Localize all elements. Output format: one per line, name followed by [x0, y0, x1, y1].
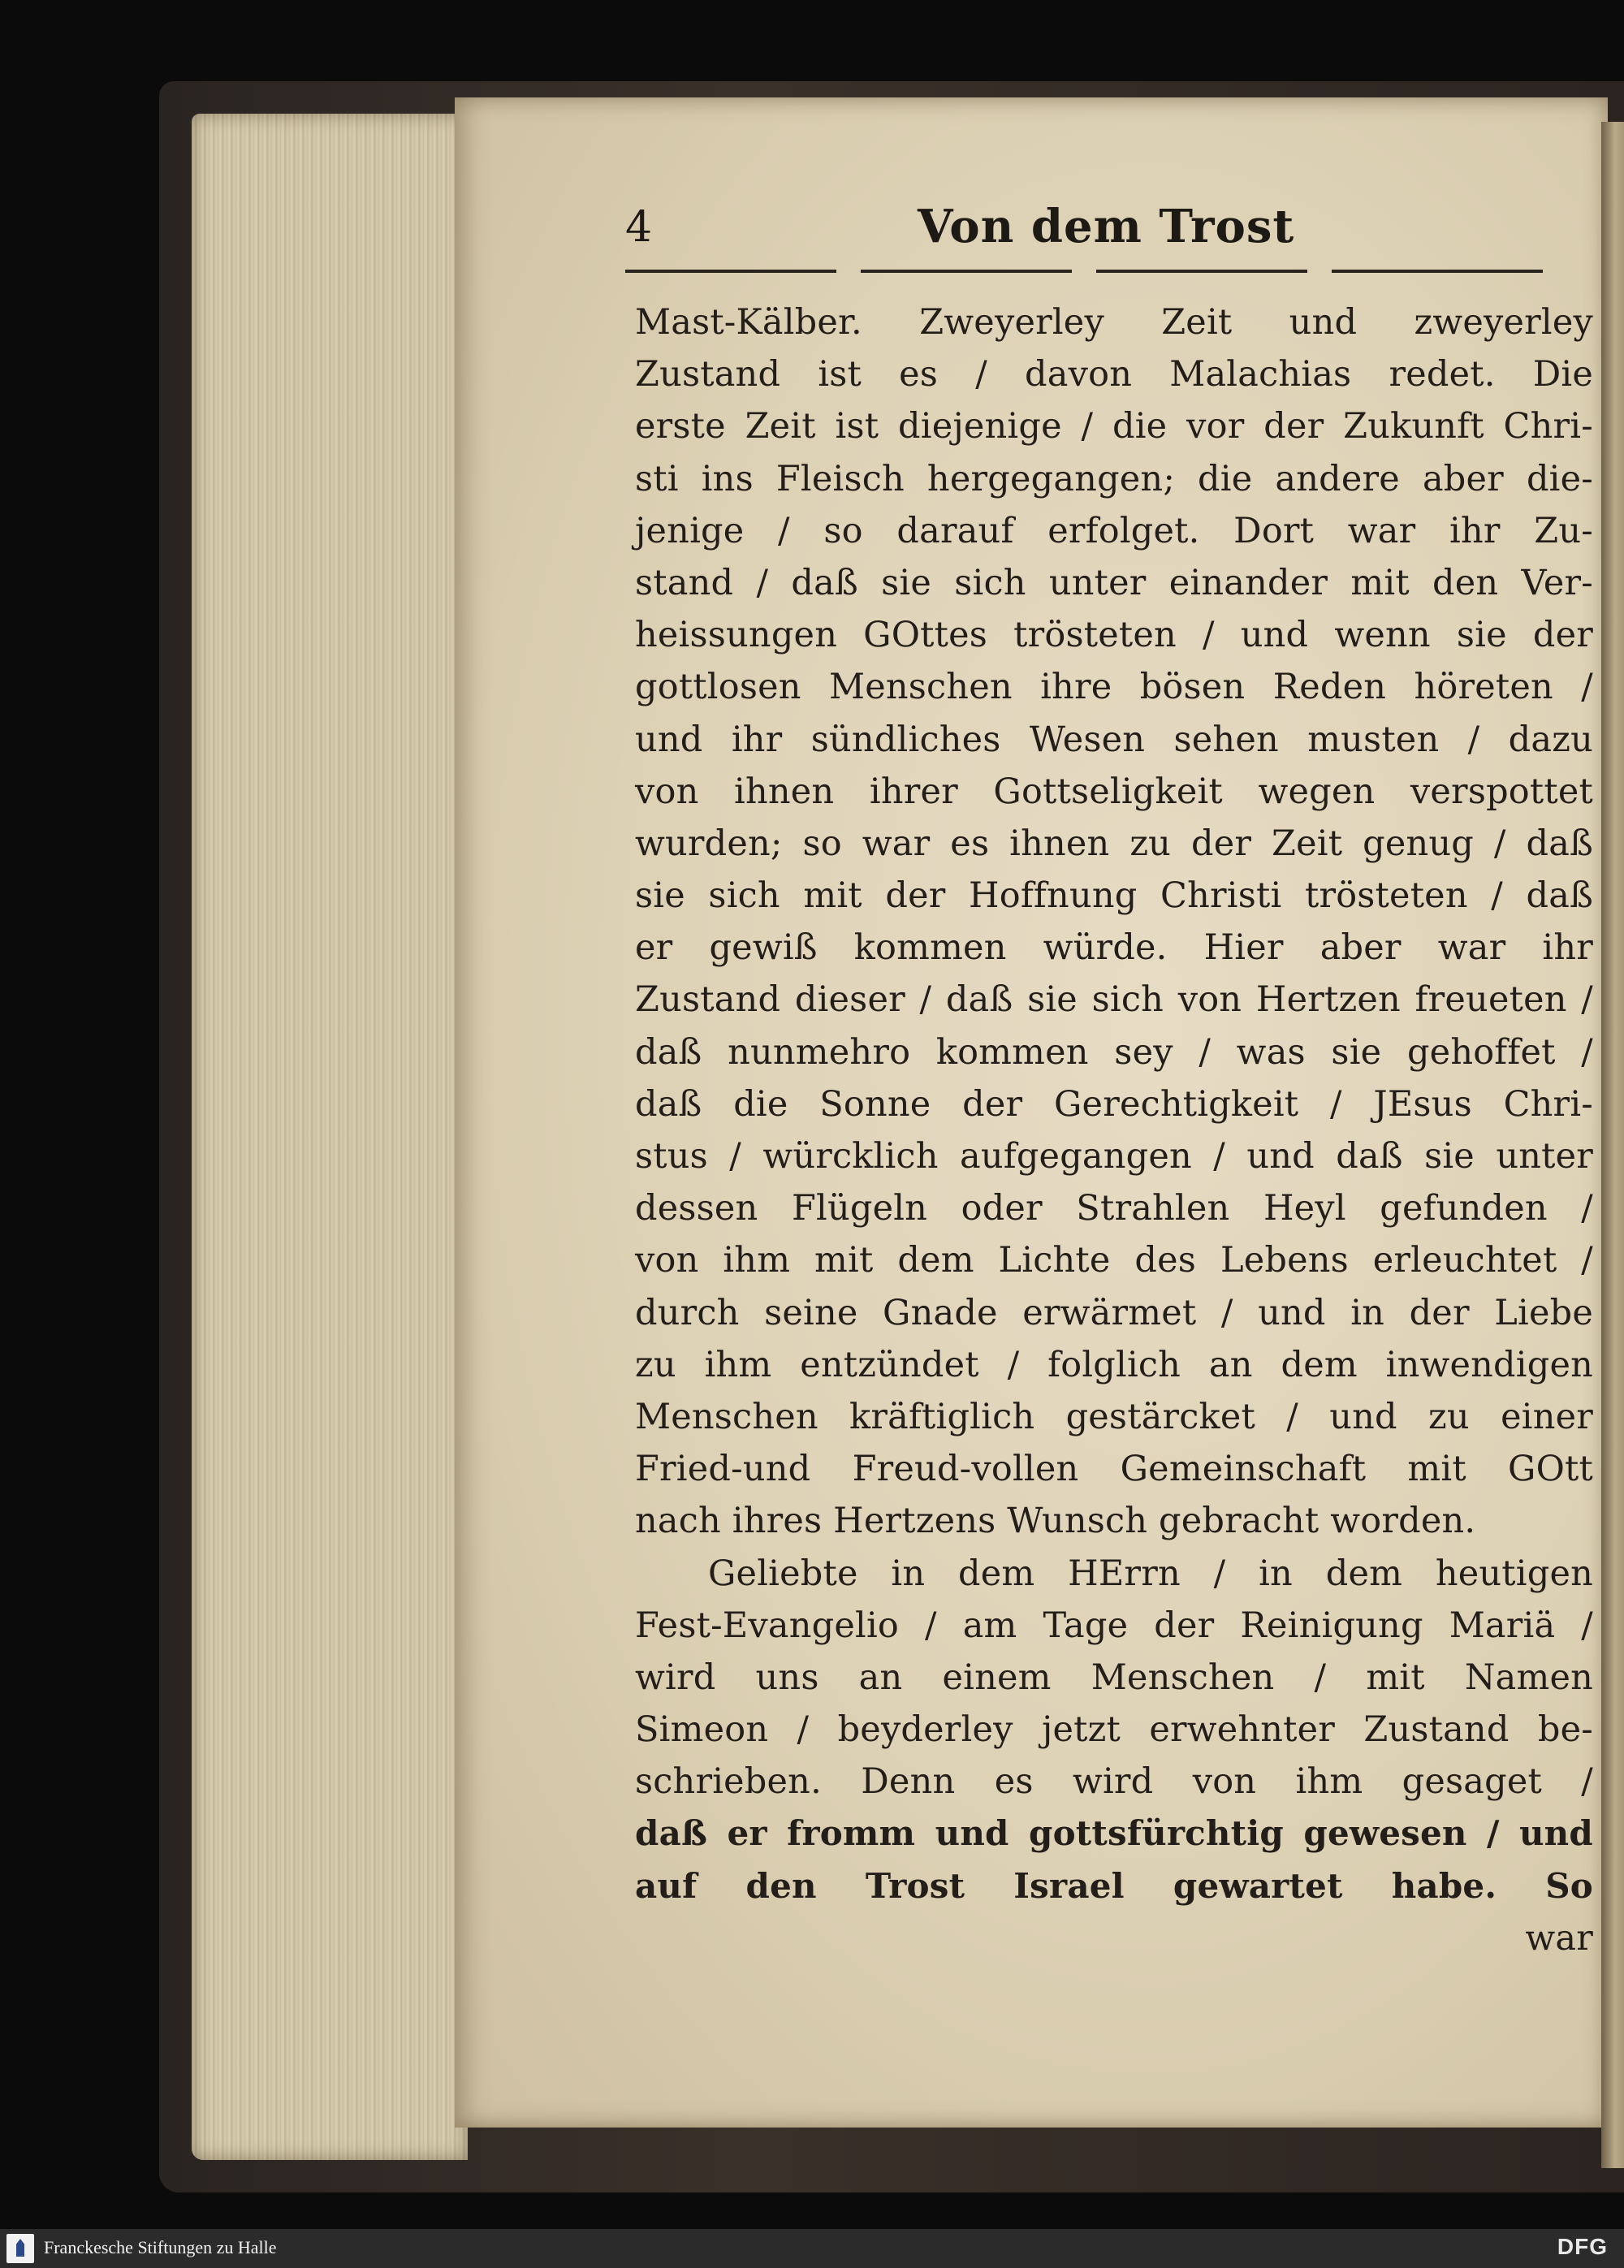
- dfg-badge: DFG: [1557, 2234, 1608, 2259]
- text-line: daß die Sonne der Gerechtigkeit / JEsus Chri-: [635, 1083, 1593, 1125]
- footer-bar: [0, 2229, 1624, 2268]
- page-edges: [192, 114, 468, 2160]
- text-line: Fest-Evangelio / am Tage der Reinigung Mariä /: [635, 1605, 1593, 1646]
- text-line: wurden; so war es ihnen zu der Zeit genug / daß: [635, 823, 1593, 864]
- text-line: Zustand ist es / davon Malachias redet. Die: [635, 354, 1593, 395]
- text-line: von ihnen ihrer Gottseligkeit wegen verspottet: [635, 771, 1593, 812]
- institution-logo-icon: [6, 2234, 34, 2263]
- text-line: sti ins Fleisch hergegangen; die andere aber die-: [635, 458, 1593, 499]
- text-line: stus / würcklich aufgegangen / und daß sie unter: [635, 1136, 1593, 1177]
- body-text: [635, 296, 1593, 1964]
- text-line: auf den Trost Israel gewartet habe. So: [635, 1865, 1593, 1906]
- text-line: durch seine Gnade erwärmet / und in der Liebe: [635, 1292, 1593, 1333]
- running-head: [625, 200, 1583, 268]
- facing-page-edge: [1601, 122, 1624, 2168]
- text-line: wird uns an einem Menschen / mit Namen: [635, 1657, 1593, 1698]
- footer-institution: Franckesche Stiftungen zu Halle: [44, 2237, 277, 2257]
- text-line: erste Zeit ist diejenige / die vor der Zukunft Chri-: [635, 406, 1593, 447]
- text-line: Mast-Kälber. Zweyerley Zeit und zweyerley: [635, 302, 1593, 343]
- text-line: sie sich mit der Hoffnung Christi trösteten / daß: [635, 875, 1593, 917]
- text-line: nach ihres Hertzens Wunsch gebracht worden.: [635, 1501, 1476, 1542]
- text-line: dessen Flügeln oder Strahlen Heyl gefunden /: [635, 1188, 1593, 1229]
- text-line: gottlosen Menschen ihre bösen Reden höreten /: [635, 667, 1593, 708]
- head-rule: [625, 270, 1567, 273]
- text-line: heissungen GOttes trösteten / und wenn sie der: [635, 615, 1593, 656]
- text-line: er gewiß kommen würde. Hier aber war ihr: [635, 927, 1593, 969]
- catchword: war: [1525, 1917, 1593, 1959]
- text-line: Simeon / beyderley jetzt erwehnter Zustand be-: [635, 1709, 1593, 1751]
- text-line: Fried-und Freud-vollen Gemeinschaft mit GOtt: [635, 1449, 1593, 1490]
- text-line: stand / daß sie sich unter einander mit den Ver-: [635, 562, 1593, 603]
- text-line: Zustand dieser / daß sie sich von Hertzen freueten /: [635, 979, 1593, 1021]
- page-number: 4: [625, 203, 653, 252]
- text-line: jenige / so darauf erfolget. Dort war ihr Zu-: [635, 510, 1593, 551]
- text-line: und ihr sündliches Wesen sehen musten / dazu: [635, 719, 1593, 760]
- text-line: zu ihm entzündet / folglich an dem inwendigen: [635, 1344, 1593, 1385]
- text-line: Menschen kräftiglich gestärcket / und zu einer: [635, 1396, 1593, 1437]
- text-line: Geliebte in dem HErrn / in dem heutigen: [708, 1553, 1593, 1594]
- text-line: daß er fromm und gottsfürchtig gewesen / und: [635, 1813, 1593, 1854]
- text-line: daß nunmehro kommen sey / was sie gehoffet /: [635, 1031, 1593, 1073]
- running-title: Von dem Trost: [918, 200, 1295, 253]
- text-line: schrieben. Denn es wird von ihm gesaget /: [635, 1761, 1593, 1803]
- text-line: von ihm mit dem Lichte des Lebens erleuchtet /: [635, 1240, 1593, 1281]
